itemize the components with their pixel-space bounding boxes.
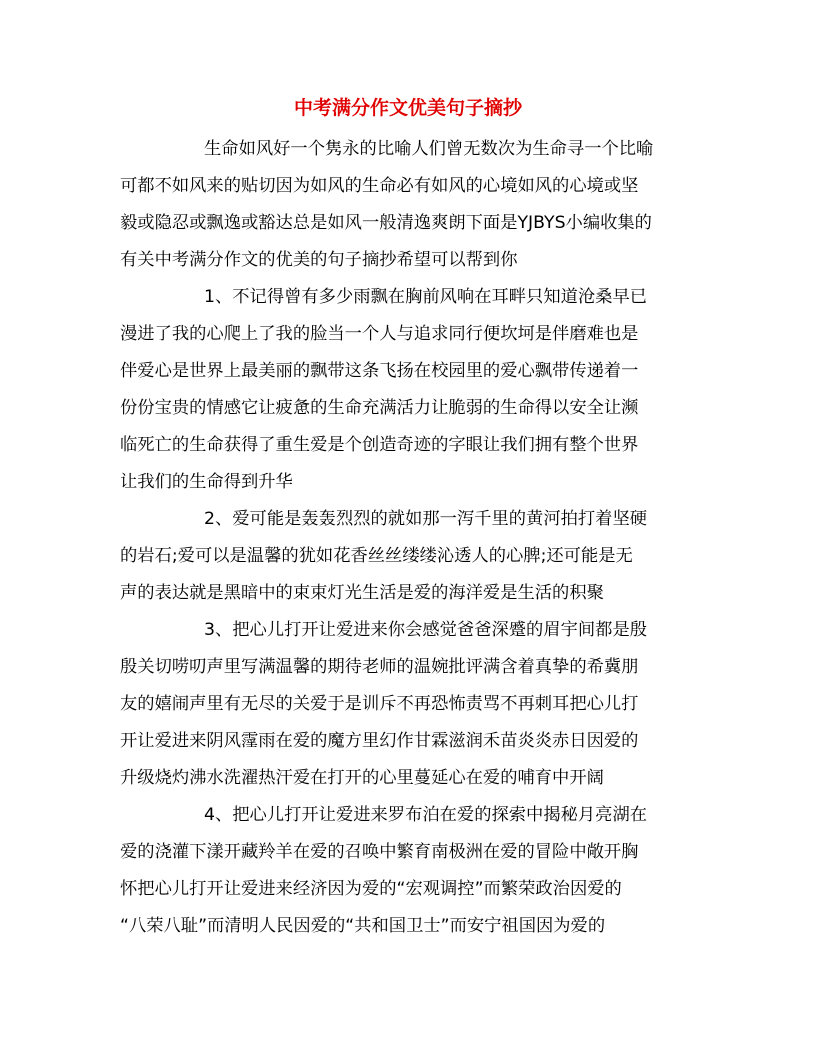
- text-line: 殷关切唠叨声里写满温馨的期待老师的温婉批评满含着真挚的希冀朋: [120, 657, 639, 677]
- text-line: 份份宝贵的情感它让疲惫的生命充满活力让脆弱的生命得以安全让濒: [120, 398, 639, 418]
- text-line: “八荣八耻”而清明人民因爱的“共和国卫士”而安宁祖国因为爱的: [120, 916, 606, 936]
- text-line: 升级烧灼沸水洗濯热汗爱在打开的心里蔓延心在爱的哺育中开阔: [120, 768, 604, 788]
- text-line: 1、不记得曾有多少雨飘在胸前风响在耳畔只知道沧桑早已: [204, 287, 648, 307]
- text-line: 声的表达就是黑暗中的束束灯光生活是爱的海洋爱是生活的积聚: [120, 583, 604, 603]
- text-line: 3、把心儿打开让爱进来你会感觉爸爸深蹙的眉宇间都是殷: [204, 620, 648, 640]
- text-line: 漫进了我的心爬上了我的脸当一个人与追求同行便坎坷是伴磨难也是: [120, 324, 639, 344]
- text-line: 友的嬉闹声里有无尽的关爱于是训斥不再恐怖责骂不再刺耳把心儿打: [120, 694, 639, 714]
- text-line: 的岩石;爱可以是温馨的犹如花香丝丝缕缕沁透人的心脾;还可能是无: [120, 546, 633, 566]
- text-line: 可都不如风来的贴切因为如风的生命必有如风的心境如风的心境或坚: [120, 176, 639, 196]
- text-line: 临死亡的生命获得了重生爱是个创造奇迹的字眼让我们拥有整个世界: [120, 435, 639, 455]
- text-line: 开让爱进来阴风霪雨在爱的魔方里幻作甘霖滋润禾苗炎炎赤日因爱的: [120, 731, 639, 751]
- text-line: 爱的浇灌下漾开藏羚羊在爱的召唤中繁育南极洲在爱的冒险中敞开胸: [120, 842, 639, 862]
- text-line: 伴爱心是世界上最美丽的飘带这条飞扬在校园里的爱心飘带传递着一: [120, 361, 639, 381]
- text-line: 4、把心儿打开让爱进来罗布泊在爱的探索中揭秘月亮湖在: [204, 805, 648, 825]
- text-line: 毅或隐忍或飘逸或豁达总是如风一般清逸爽朗下面是YJBYS小编收集的: [120, 213, 652, 233]
- text-line: 让我们的生命得到升华: [120, 472, 293, 492]
- text-line: 怀把心儿打开让爱进来经济因为爱的“宏观调控”而繁荣政治因爱的: [120, 879, 622, 899]
- text-line: 有关中考满分作文的优美的句子摘抄希望可以帮到你: [120, 250, 518, 270]
- text-line: 生命如风好一个隽永的比喻人们曾无数次为生命寻一个比喻: [204, 139, 654, 159]
- text-line: 2、爱可能是轰轰烈烈的就如那一泻千里的黄河拍打着坚硬: [204, 509, 648, 529]
- document-title: 中考满分作文优美句子摘抄: [293, 97, 522, 119]
